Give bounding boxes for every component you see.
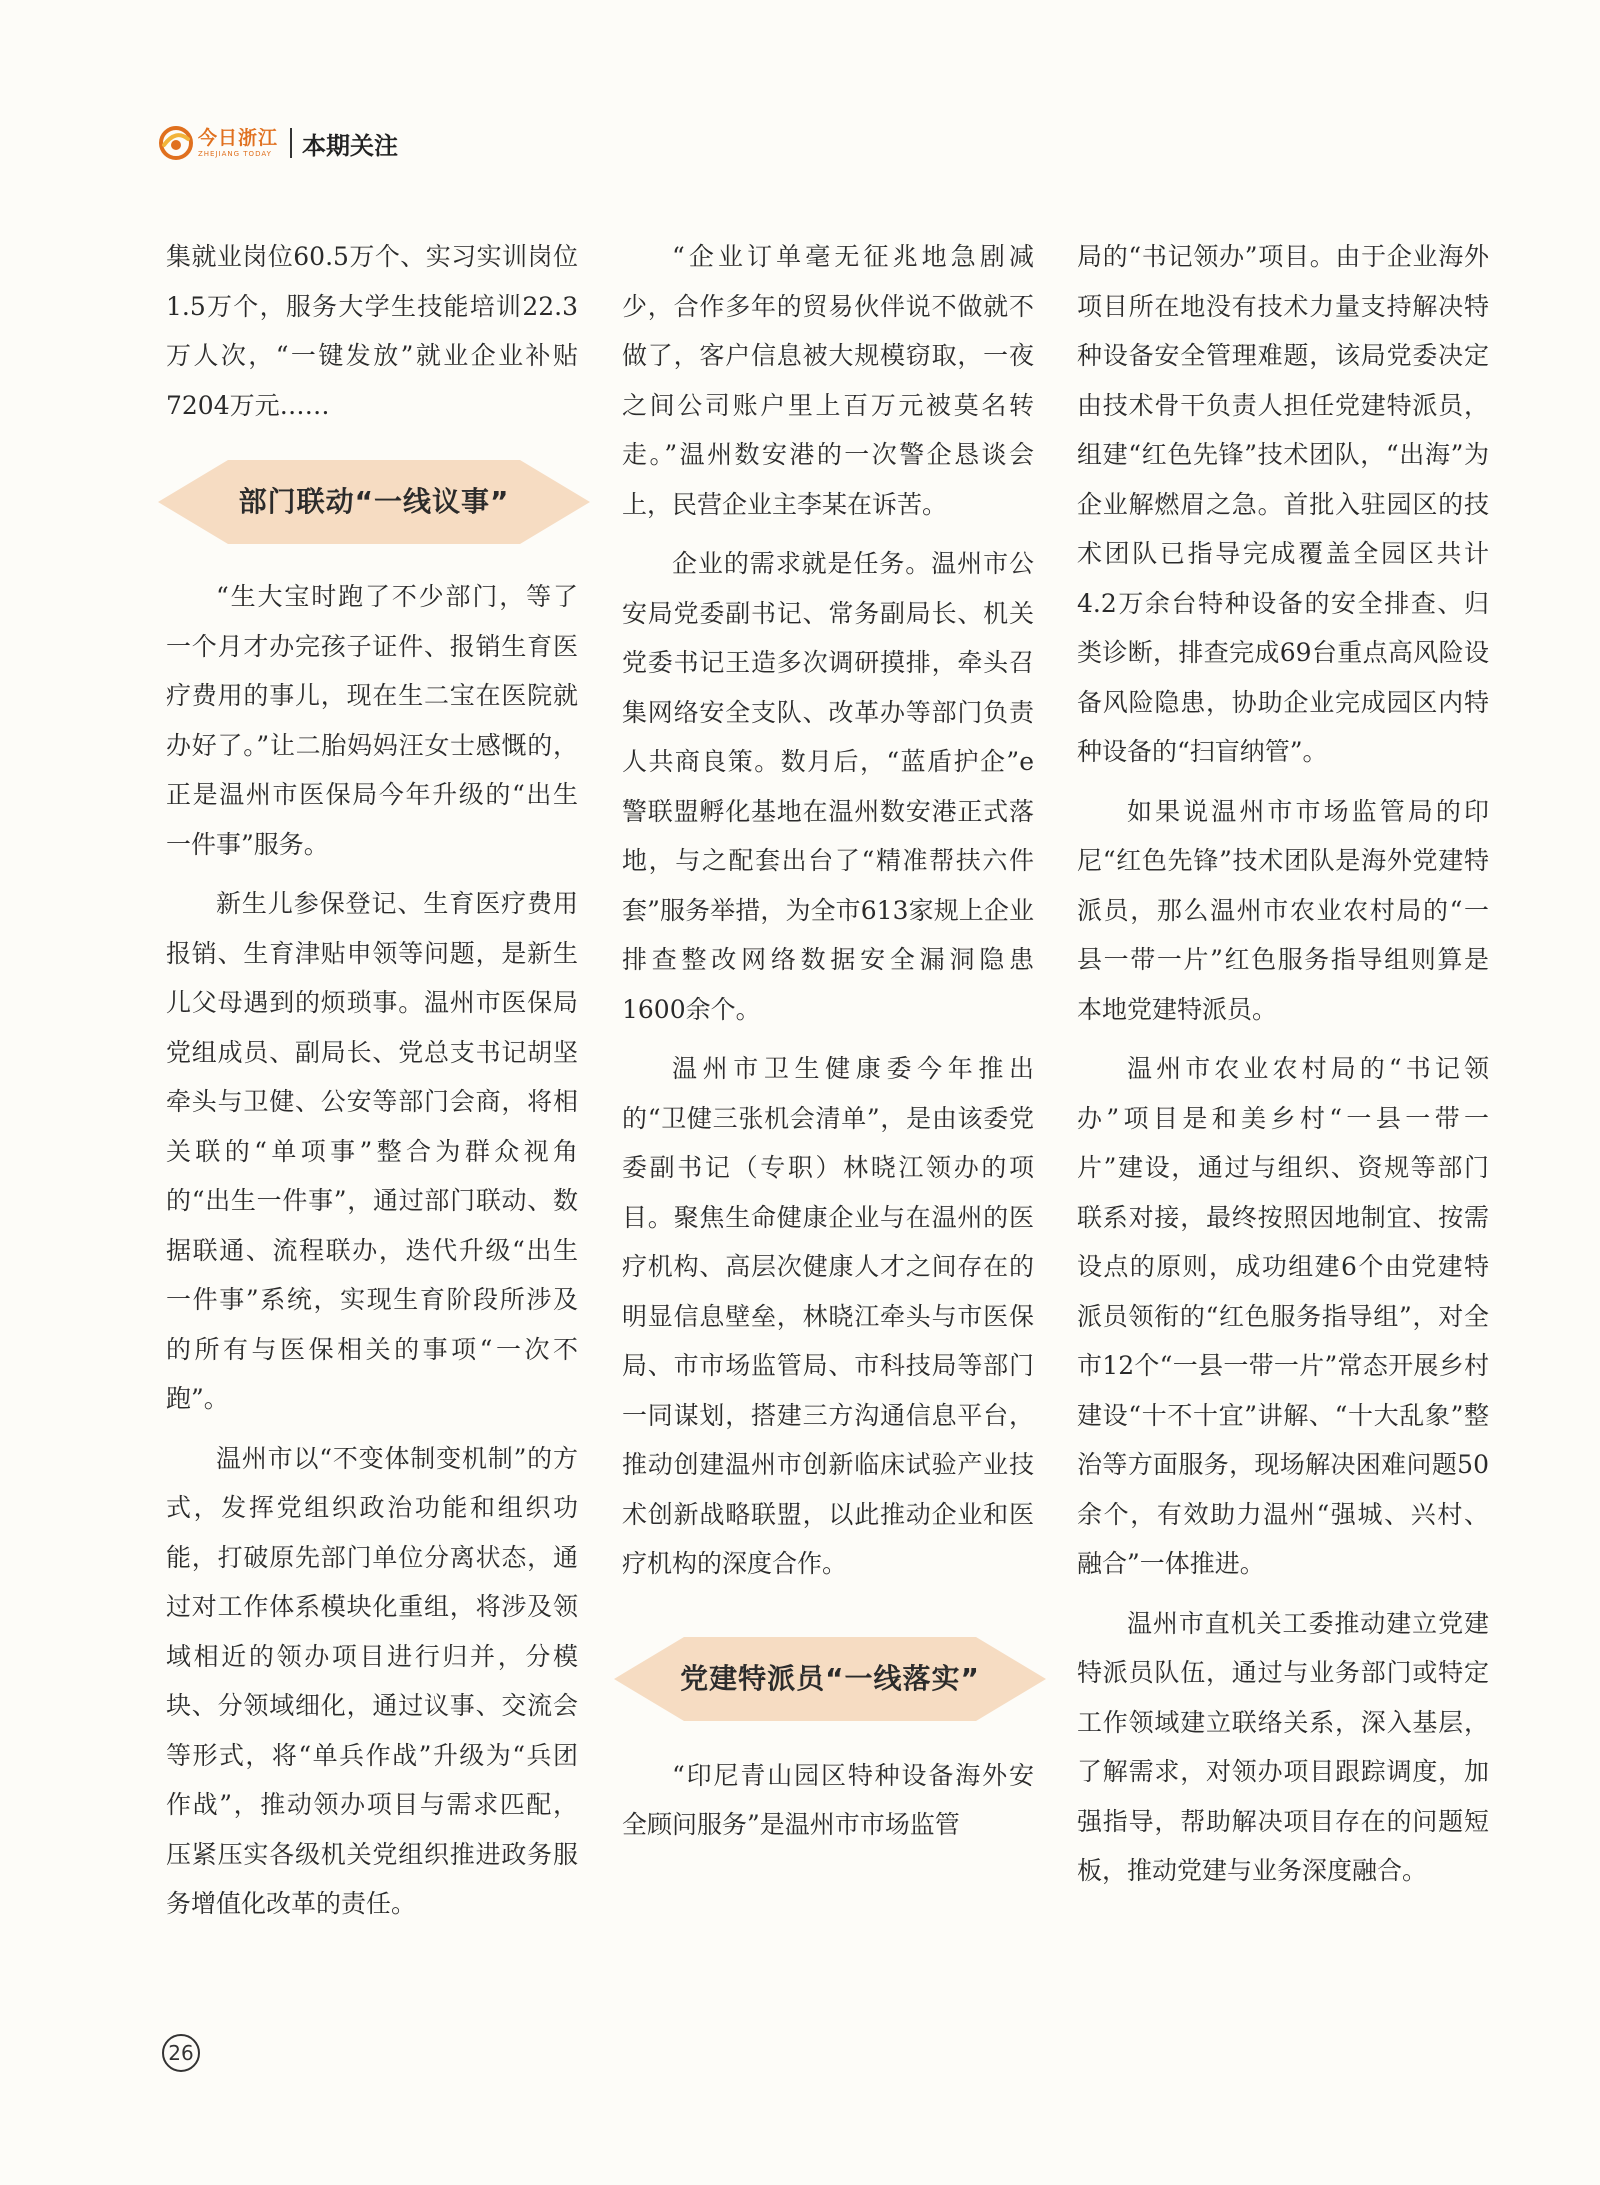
- paragraph: “企业订单毫无征兆地急剧减少，合作多年的贸易伙伴说不做就不做了，客户信息被大规模窃取，一夜之间公司账户里上百万元被莫名转走。”温州数安港的一次警企恳谈会上，民营企业主李某在诉苦。: [622, 242, 1034, 519]
- paragraph: 新生儿参保登记、生育医疗费用报销、生育津贴申领等问题，是新生儿父母遇到的烦琐事。温州市医保局党组成员、副局长、党总支书记胡坚牵头与卫健、公安等部门会商，将相关联的“单项事”整合为群众视角的“出生一件事”，通过部门联动、数据联通、流程联办，迭代升级“出生一件事”系统，实现生育阶段所涉及的所有与医保相关的事项“一次不跑”。: [166, 889, 578, 1413]
- logo-english-text: ZHEJIANG TODAY: [198, 149, 272, 158]
- article-column-2: [622, 232, 1034, 1850]
- article-column-3: [1077, 232, 1489, 1896]
- paragraph: “生大宝时跑了不少部门，等了一个月才办完孩子证件、报销生育医疗费用的事儿，现在生二宝在医院就办好了。”让二胎妈妈汪女士感慨的，正是温州市医保局今年升级的“出生一件事”服务。: [166, 582, 578, 859]
- paragraph: 如果说温州市市场监管局的印尼“红色先锋”技术团队是海外党建特派员，那么温州市农业农村局的“一县一带一片”红色服务指导组则算是本地党建特派员。: [1077, 796, 1489, 1024]
- article-column-1: [166, 232, 578, 1929]
- paragraph: 温州市以“不变体制变机制”的方式，发挥党组织政治功能和组织功能，打破原先部门单位分离状态，通过对工作体系模块化重组，将涉及领域相近的领办项目进行归并，分模块、分领域细化，通过议事、交流会等形式，将“单兵作战”升级为“兵团作战”，推动领办项目与需求匹配，压紧压实各级机关党组织推进政务服务增值化改革的责任。: [166, 1443, 578, 1918]
- paragraph: 温州市卫生健康委今年推出的“卫健三张机会清单”，是由该委党委副书记（专职）林晓江领办的项目。聚焦生命健康企业与在温州的医疗机构、高层次健康人才之间存在的明显信息壁垒，林晓江牵头与市医保局、市市场监管局、市科技局等部门一同谋划，搭建三方沟通信息平台，推动创建温州市创新临床试验产业技术创新战略联盟，以此推动企业和医疗机构的深度合作。: [622, 1054, 1034, 1578]
- magazine-logo: [158, 125, 278, 161]
- header-divider: [290, 128, 292, 158]
- paragraph: 温州市农业农村局的“书记领办”项目是和美乡村“一县一带一片”建设，通过与组织、资规等部门联系对接，最终按照因地制宜、按需设点的原则，成功组建6个由党建特派员领衔的“红色服务指导组”，对全市12个“一县一带一片”常态开展乡村建设“十不十宜”讲解、“十大乱象”整治等方面服务，现场解决困难问题50余个，有效助力温州“强城、兴村、融合”一体推进。: [1077, 1054, 1489, 1578]
- paragraph: 温州市直机关工委推动建立党建特派员队伍，通过与业务部门或特定工作领域建立联络关系，深入基层，了解需求，对领办项目跟踪调度，加强指导，帮助解决项目存在的问题短板，推动党建与业务深度融合。: [1077, 1608, 1489, 1885]
- section-heading: 部门联动“一线议事”: [238, 485, 510, 519]
- paragraph: “印尼青山园区特种设备海外安全顾问服务”是温州市市场监管: [622, 1760, 1034, 1839]
- section-heading: 党建特派员“一线落实”: [680, 1661, 980, 1695]
- section-heading-banner: [614, 1637, 1046, 1721]
- paragraph: 集就业岗位60.5万个、实习实训岗位1.5万个，服务大学生技能培训22.3万人次，“一键发放”就业企业补贴7204万元……: [166, 242, 578, 420]
- section-heading-banner: [158, 460, 590, 544]
- logo-chinese-text: 今日浙江: [198, 126, 279, 149]
- page-header: [158, 118, 398, 168]
- paragraph: 企业的需求就是任务。温州市公安局党委副书记、常务副局长、机关党委书记王造多次调研摸排，牵头召集网络安全支队、改革办等部门负责人共商良策。数月后，“蓝盾护企”e警联盟孵化基地在温州数安港正式落地，与之配套出台了“精准帮扶六件套”服务举措，为全市613家规上企业排查整改网络数据安全漏洞隐患1600余个。: [622, 549, 1034, 1024]
- page-number: 26: [162, 2034, 200, 2072]
- paragraph: 局的“书记领办”项目。由于企业海外项目所在地没有技术力量支持解决特种设备安全管理难题，该局党委决定由技术骨干负责人担任党建特派员，组建“红色先锋”技术团队，“出海”为企业解燃眉之急。首批入驻园区的技术团队已指导完成覆盖全园区共计4.2万余台特种设备的安全排查、归类诊断，排查完成69台重点高风险设备风险隐患，协助企业完成园区内特种设备的“扫盲纳管”。: [1077, 242, 1489, 766]
- logo-swirl-icon: [158, 125, 194, 161]
- section-label: 本期关注: [302, 131, 399, 160]
